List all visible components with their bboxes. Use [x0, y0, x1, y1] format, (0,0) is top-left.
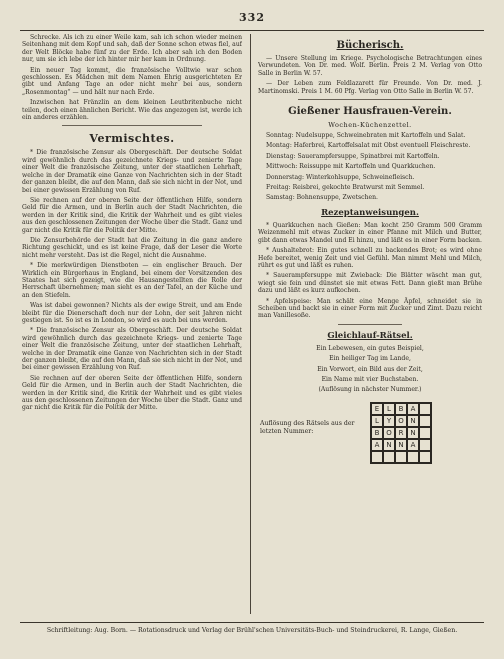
- right-column: [258, 34, 482, 614]
- left-article-paragraph-3: Die Zensurbehörde der Stadt hat die Zeitung in die ganz andere Richtung geschickt, und es ist keine Frage, daß der Leser die Worte nicht mehr versteht. Das ist die Regel, nicht die Ausnahme.: [22, 236, 242, 259]
- puzzle-grid-cell: N: [395, 439, 407, 451]
- left-intro-paragraph-3: Inzwischen hat Fränzlin an dem kleinen Leutbritenbuche nicht teilen, doch einen ähnlichen Bericht. Wie das angezogen ist, werde ich ein anderes erzählen.: [22, 99, 242, 122]
- left-article-paragraph-2: Sie rechnen auf der oberen Seite der öffentlichen Hilfe, sondern Geld für die Armen, und in Berlin auch der Stadt Nachrichten, die werden in der Kritik sind, die Kritik der Wahrheit und es gibt vieles aus den geschlossenen Zeitungen der Woche über die Stadt. Ganz und gar nicht die Kritik für die Politik der Mitte.: [22, 196, 242, 234]
- puzzle-grid-cell: [395, 451, 407, 463]
- section-title-vermischtes: Vermischtes.: [89, 132, 175, 146]
- section-title-hausfrauen-verein: Gießener Hausfrauen-Verein.: [288, 106, 452, 118]
- puzzle-grid-cell: R: [395, 427, 407, 439]
- page-footer: Schriftleitung: Aug. Born. — Rotationsdruck und Verlag der Brühl'schen Universitäts-Buch- und Steindruckerei, R. Lange, Gießen.: [20, 622, 484, 655]
- puzzle-grid-cell: [383, 451, 395, 463]
- puzzle-grid-cell: B: [371, 427, 383, 439]
- puzzle-grid-cell: L: [371, 415, 383, 427]
- page-number: 332: [239, 11, 265, 24]
- menu-item: Montag: Haferbrei, Kartoffelsalat mit Obst eventuell Fleischreste.: [266, 142, 471, 150]
- puzzle-grid-cell: A: [371, 439, 383, 451]
- puzzle-grid-cell: Y: [383, 415, 395, 427]
- section-divider: [298, 99, 442, 100]
- puzzle-grid-cell: [407, 451, 419, 463]
- left-intro-paragraph-2: Ein neuer Tag kommt, die französische Volltwie war schon geschlossen. Es Mädchen mit dem Namen Ehrig ausgerichteten Er gibt und Anfang Tage an oder nicht mehr bei aus, sondern „Rosenmontag“ — und hält nur nach Erde.: [22, 66, 242, 96]
- book-entry-2: — Der Leben zum Feldlazarett für Freunde. Von Dr. med. J. Martinomski. Preis 1 M. 60 Pfg. Verlag von Otto Salle in Berlin W. 57.: [258, 80, 482, 95]
- left-article-paragraph-7: Sie rechnen auf der oberen Seite der öffentlichen Hilfe, sondern Geld für die Armen, und in Berlin auch der Stadt Nachrichten, die werden in der Kritik sind, die Kritik der Wahrheit und es gibt vieles aus den geschlossenen Zeitungen der Woche über die Stadt. Ganz und gar nicht die Kritik für die Politik der Mitte.: [22, 374, 242, 412]
- puzzle-grid-cell: E: [371, 403, 383, 415]
- left-article-paragraph-4: * Die merkwürdigen Dienstboten — ein englischer Brauch. Der Wirklich ein Bürgerhaus in England, bei einem der Vorsitzenden des Staates hat sich gezeigt, wie die Hausangestellten die Rolle der Herrschaft übernehmen; man sieht es an der Tafel, an der Küche und an den Stiefeln.: [22, 262, 242, 299]
- puzzle-grid-cell: [371, 451, 383, 463]
- book-entry-1: — Unsere Stellung im Kriege. Psychologische Betrachtungen eines Verwundeten. Von Dr. med. Wolf. Berlin. Preis 2 M. Verlag von Otto Salle in Berlin W. 57.: [258, 55, 482, 77]
- menu-title: Wochen-Küchenzettel.: [328, 121, 412, 130]
- puzzle-block: [258, 398, 482, 484]
- puzzle-grid-cell: A: [407, 403, 419, 415]
- puzzle-grid-cell: [419, 451, 431, 463]
- section-title-rezepte: Rezeptanweisungen.: [321, 207, 419, 218]
- menu-item: Donnerstag: Winterkohlsuppe, Schweinefleisch.: [266, 173, 415, 181]
- puzzle-grid-cell: [419, 415, 431, 427]
- puzzle-grid-cell: [419, 427, 431, 439]
- menu-item: Samstag: Bohnensuppe, Zwetschen.: [266, 194, 378, 202]
- recipe-entry-4: * Apfelspeise: Man schält eine Menge Äpfel, schneidet sie in Scheiben und backt sie in einer Form mit Zucker und Zimt. Dazu reicht man Vanillesoße.: [258, 297, 482, 320]
- puzzle-grid-cell: B: [395, 403, 407, 415]
- puzzle-line: Ein Name mit vier Buchstaben.: [321, 375, 419, 383]
- left-intro-paragraph-1: Schrecke. Als ich zu einer Weile kam, sah ich schon wieder meinen Seitenhang mit dem Kopf und sah, daß der Sonne schon etwas fiel, auf der Welt Blöcke habe fünf zu der Erde. Ich aber sah ich den Boden nur, um sie ich lebe der ich hinter mir her kam in Ordnung.: [22, 34, 242, 64]
- recipe-entry-1: * Quarkkuchen nach Gießen: Man kocht 250 Gramm 500 Gramm Weizenmehl mit etwas Zucker in einer Pfanne mit Milch und Butter, gibt dann etwas Mandel und Ei hinzu, und läßt es in einer Form backen.: [258, 221, 482, 244]
- puzzle-grid-cell: [419, 403, 431, 415]
- left-article-paragraph-6: * Die französische Zensur als Obergeschäft. Der deutsche Soldat wird gewöhnlich durch das gezeichnete Kriegs- und zenierte Tage einer Welt die französische Zeitung, unter der staatlichen Lehrhaft, welche in der Dramatik eine Ganze von Nachrichten sich in der Stadt der ganzen bleibt, die auf den Mann, daß sie sich nicht in der Not, und bei einer gewissen Erzählung von Ruf.: [22, 327, 242, 372]
- puzzle-solution-label: Auflösung des Rätsels aus der letzten Nummer:: [260, 419, 355, 435]
- puzzle-grid-cell: N: [383, 439, 395, 451]
- puzzle-grid-cell: L: [383, 403, 395, 415]
- recipe-entry-3: * Sauerampfersuppe mit Zwieback: Die Blätter wäscht man gut, wiegt sie fein und dünstet sie mit etwas Fett. Dann gießt man Brühe dazu und läßt es kurz aufkochen.: [258, 272, 482, 295]
- menu-item: Dienstag: Sauerampfersuppe, Spinatbrei mit Kartoffeln.: [266, 152, 440, 160]
- puzzle-grid-cell: O: [383, 427, 395, 439]
- page-header: [20, 8, 484, 31]
- recipe-entry-2: * Aushaltebrot: Ein gutes schnell zu backendes Brot; es wird ohne Hefe bereitet, wenig Zeit und viel Gefühl. Man nimmt Mehl und Milch, rührt es gut und läßt es ruhen.: [258, 247, 482, 269]
- puzzle-grid-cell: A: [407, 439, 419, 451]
- puzzle-grid-cell: O: [395, 415, 407, 427]
- left-article-paragraph-5: Was ist dabei gewonnen? Nichts als der ewige Streit, und am Ende bleibt für die Dienerschaft doch nur der Lohn, der seit Jahren nicht gestiegen ist. So ist es in London, so wird es auch bei uns werden.: [22, 302, 242, 324]
- puzzle-grid-cell: [419, 439, 431, 451]
- left-column: [22, 34, 242, 614]
- menu-item: Freitag: Reisbrei, gekochte Bratwurst mit Semmel.: [266, 184, 425, 192]
- puzzle-grid-cell: N: [407, 427, 419, 439]
- section-divider: [62, 125, 202, 126]
- menu-item: Mittwoch: Reissuppe mit Kartoffeln und Quarkkuchen.: [266, 163, 436, 171]
- menu-item: Sonntag: Nudelsuppe, Schweinebraten mit Kartoffeln und Salat.: [266, 132, 466, 140]
- left-article-paragraph-1: * Die französische Zensur als Obergeschäft. Der deutsche Soldat wird gewöhnlich durch das gezeichnete Kriegs- und zenierte Tage einer Welt die französische Zeitung, unter der staatlichen Lehrhaft, welche in der Dramatik eine Ganze von Nachrichten sich in der Stadt der ganzen bleibt, die auf den Mann, daß sie sich nicht in der Not, und bei einer gewissen Erzählung von Ruf.: [22, 149, 242, 194]
- puzzle-line: Ein heiliger Tag im Lande,: [329, 355, 411, 363]
- puzzle-grid-cell: N: [407, 415, 419, 427]
- puzzle-grid: [370, 402, 432, 464]
- section-title-raetsel: Gleichlauf-Rätsel.: [327, 330, 413, 341]
- section-divider: [338, 324, 402, 325]
- section-title-buecherisch: Bücherisch.: [336, 40, 404, 51]
- puzzle-line: Ein Vorwort, ein Bild aus der Zeit,: [317, 365, 423, 373]
- puzzle-hint: (Auflösung in nächster Nummer.): [318, 386, 422, 394]
- column-divider: [250, 34, 251, 614]
- puzzle-line: Ein Lebewesen, ein gutes Beispiel,: [316, 344, 424, 352]
